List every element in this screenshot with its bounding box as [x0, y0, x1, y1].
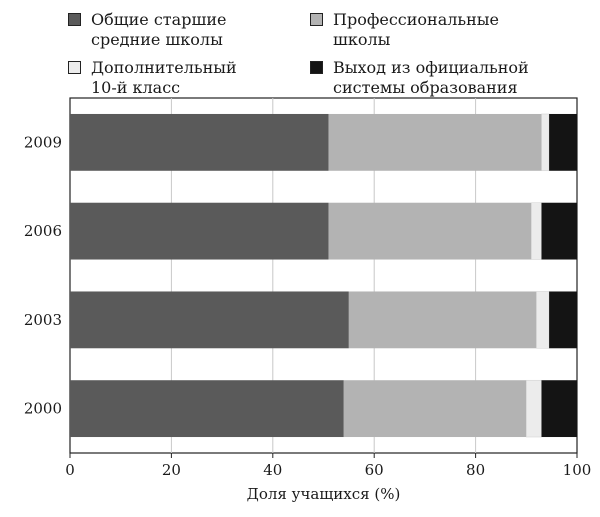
x-tick-label: 60	[364, 461, 384, 479]
bar-segment	[542, 380, 577, 437]
legend-label: Дополнительный 10-й класс	[91, 58, 237, 97]
legend-label: Профессиональные школы	[333, 10, 499, 49]
y-tick-label: 2003	[23, 310, 62, 329]
bar-segment	[349, 291, 537, 348]
bar-segment	[329, 114, 542, 171]
legend-label: Выход из официальной системы образования	[333, 58, 529, 97]
bar-segment	[542, 114, 550, 171]
bar-segment	[70, 203, 329, 260]
x-tick-label: 80	[466, 461, 486, 479]
x-tick-label: 20	[161, 461, 181, 479]
bar-segment	[536, 291, 549, 348]
y-tick-label: 2000	[23, 399, 62, 418]
bar-segment	[70, 380, 344, 437]
legend-label: Общие старшие средние школы	[91, 10, 227, 49]
x-tick-label: 0	[65, 461, 75, 479]
bar-segment	[329, 203, 532, 260]
x-axis-label: Доля учащихся (%)	[246, 485, 401, 503]
y-tick-label: 2006	[23, 222, 62, 241]
bar-segment	[344, 380, 527, 437]
x-tick-label: 100	[562, 461, 592, 479]
bar-segment	[70, 114, 329, 171]
bar-segment	[531, 203, 541, 260]
bar-segment	[542, 203, 577, 260]
bar-segment	[549, 291, 577, 348]
x-tick-label: 40	[263, 461, 283, 479]
bar-segment	[549, 114, 577, 171]
bar-segment	[526, 380, 541, 437]
y-tick-label: 2009	[23, 133, 62, 152]
bar-segment	[70, 291, 349, 348]
